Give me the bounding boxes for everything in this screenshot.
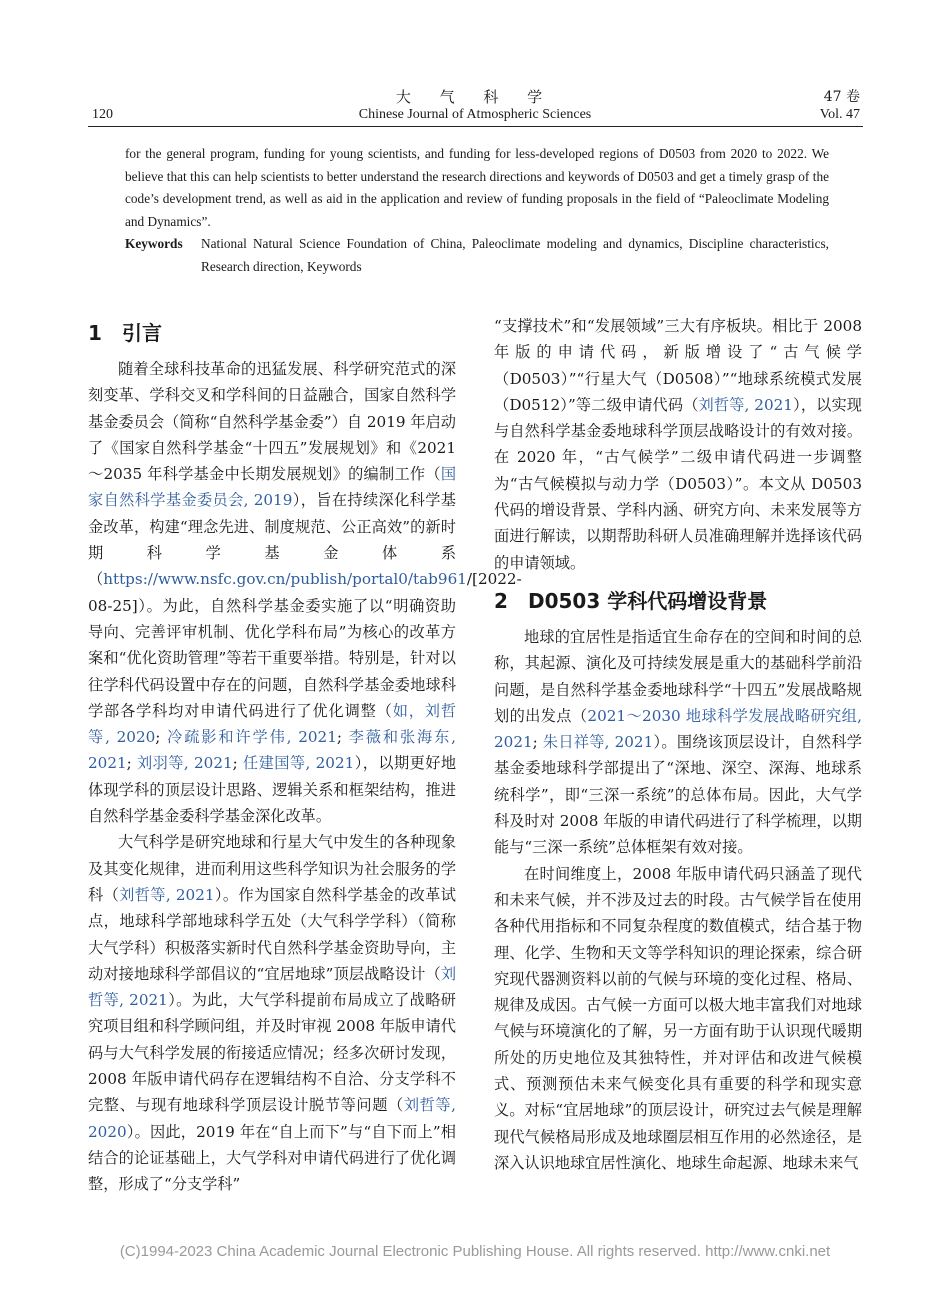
text-run: ），以期更好地体现学科的顶层设计思路、逻辑关系和框架结构，推进自然科学基金委科学基金深化改革。	[88, 754, 457, 826]
text-run: ;	[232, 754, 244, 773]
keywords-block	[125, 233, 829, 278]
keywords-text: National Natural Science Foundation of China, Paleoclimate modeling and dynamics, Discipline characteristics, Research direction, Keywords	[201, 236, 829, 274]
keywords-label: Keywords	[125, 236, 183, 251]
header-journal-title-en: Chinese Journal of Atmospheric Sciences	[358, 107, 592, 122]
copyright-footer: (C)1994-2023 China Academic Journal Electronic Publishing House. All rights reserved. http://www.cnki.net	[119, 1243, 831, 1260]
abstract-tail: for the general program, funding for young scientists, and funding for less-developed regions of D0503 from 2020 to 2022. We believe that this can help scientists to better understand the research directions and keywords of D0503 and get a timely grasp of the code’s development trend, as well as aid in the application and review of funding proposals in the field of “Paleoclimate Modeling and Dynamics”.	[125, 146, 829, 229]
paragraph	[88, 829, 456, 1197]
paragraph	[494, 313, 862, 576]
text-run: 随着全球科技革命的迅猛发展、科学研究范式的深刻变革、学科交叉和学科间的日益融合，国家自然科学基金委员会（简称“自然科学基金委”）自 2019 年启动了《国家自然科学基金“十四五”发展规划》和《2021～2035 年科学基金中长期发展规划》的编制工作（	[88, 360, 456, 484]
text-run: ）。作为国家自然科学基金的改革试点，地球科学部地球科学五处（大气科学学科）（简称大气学科）积极落实新时代自然科学基金资助导向，主动对接地球科学部倡议的“宜居地球”顶层战略设计（	[88, 885, 456, 983]
text-run: ;	[126, 754, 138, 773]
section-number: 1	[88, 321, 102, 345]
text-run: ）。为此，大气学科提前布局成立了战略研究项目组和科学顾问组，并及时审视 2008 年版申请代码与大气科学发展的衔接适应情况；经多次研讨发现，2008 年版申请代码存在逻辑结构不自洽、分支学科不完整、与现有地球科学顶层设计脱节等问题（	[88, 991, 456, 1115]
section-heading-intro	[88, 316, 456, 356]
section-heading-background	[494, 588, 862, 614]
text-run: ）。因此，2019 年在“自上而下”与“自下而上”相结合的论证基础上，大气学科对申请代码进行了优化调整，形成了“分支学科”	[88, 1122, 456, 1194]
citation-link[interactable]: 刘哲等, 2021	[119, 885, 215, 904]
header-volume-en: Vol. 47	[819, 107, 860, 122]
text-run: 大气科学是研究地球和行星大气中发生的各种现象及其变化规律，进而利用这些科学知识为社会服务的学科（	[88, 833, 456, 904]
citation-link[interactable]: 如，刘哲等, 2020	[88, 701, 457, 747]
url-link[interactable]: https://www.nsfc.gov.cn/publish/portal0/tab961	[103, 570, 467, 589]
right-column	[494, 313, 862, 1176]
text-run: ;	[336, 728, 349, 747]
citation-link[interactable]: 冷疏影和许学伟, 2021	[167, 728, 337, 747]
header-rule	[88, 126, 863, 127]
paragraph	[494, 624, 862, 861]
text-run: “支撑技术”和“发展领域”三大有序板块。相比于 2008 年版的申请代码，新版增设了“古气候学（D0503）”“行星大气（D0508）”“地球系统模式发展（D0512）”等二级申请代码（	[494, 317, 862, 414]
citation-link[interactable]: 李薇和张海东, 2021	[88, 728, 457, 773]
citation-link[interactable]: 刘羽等, 2021	[137, 754, 233, 773]
section-title: 引言	[122, 321, 162, 345]
citation-link[interactable]: 2021～2030 地球科学发展战略研究组, 2021	[494, 706, 862, 752]
text-run: ）。围绕该顶层设计，自然科学基金委地球科学部提出了“深地、深空、深海、地球系统科学”，即“三深一系统”的总体布局。因此，大气学科及时对 2008 年版的申请代码进行了科学梳理，以期能与“三深一系统”总体框架有效对接。	[494, 733, 862, 857]
header-volume-cn: 47 卷	[823, 89, 860, 105]
text-run: 地球的宜居性是指适宜生命存在的空间和时间的总称，其起源、演化及可持续发展是重大的基础科学前沿问题，是自然科学基金委地球科学“十四五”发展战略规划的出发点（	[494, 627, 862, 725]
header-journal-title-cn: 大 气 科 学	[395, 88, 555, 106]
citation-link[interactable]: 刘哲等, 2021	[88, 964, 456, 1010]
text-run: 在时间维度上，2008 年版申请代码只涵盖了现代和未来气候，并不涉及过去的时段。古气候学旨在使用各种代用指标和不同复杂程度的数值模式，结合基于物理、化学、生物和天文等学科知识的理论探索，综合研究现代器测资料以前的气候与环境的变化过程、格局、规律及成因。古气候一方面可以极大地丰富我们对地球气候与环境演化的了解，另一方面有助于认识现代暖期所处的历史地位及其独特性，并对评估和改进气候模式、预测预估未来气候变化具有重要的科学和现实意义。对标“宜居地球”的顶层设计，研究过去气候是理解现代气候格局形成及地球圈层相互作用的必然途径，是深入认识地球宜居性演化、地球生命起源、地球未来气	[494, 864, 862, 1172]
text-run: ;	[155, 728, 168, 747]
text-run: ），以实现与自然科学基金委地球科学顶层战略设计的有效对接。在 2020 年，“古气候学”二级申请代码进一步调整为“古气候模拟与动力学（D0503）”。本文从 D0503 代码的增设背景、学科内涵、研究方向、未来发展等方面进行解读，以期帮助科研人员准确理解并选择该代码的申请领域。	[494, 395, 862, 572]
section-number: 2	[494, 588, 508, 613]
text-run: /[2022-08-25]）。为此，自然科学基金委实施了以“明确资助导向、完善评审机制、优化学科布局”为核心的改革方案和“优化资助管理”等若干重要举措。特别是，针对以往学科代码设置中存在的问题，自然科学基金委地球科学部各学科均对申请代码进行了优化调整（	[88, 570, 522, 720]
citation-link[interactable]: 刘哲等, 2020	[88, 1096, 457, 1141]
section-title: D0503 学科代码增设背景	[528, 588, 768, 613]
text-run: ;	[532, 733, 543, 752]
text-run: ），旨在持续深化科学基金改革，构建“理念先进、制度规范、公正高效”的新时期科学基金体系（	[88, 491, 456, 589]
citation-link[interactable]: 任建国等, 2021	[243, 754, 355, 773]
left-column	[88, 316, 522, 1198]
paragraph	[88, 356, 522, 829]
citation-link[interactable]: 朱日祥等, 2021	[542, 733, 654, 752]
header-page-number: 120	[92, 107, 113, 122]
citation-link[interactable]: 国家自然科学基金委员会, 2019	[88, 465, 456, 510]
paragraph	[494, 861, 862, 1177]
citation-link[interactable]: 刘哲等, 2021	[698, 395, 793, 414]
